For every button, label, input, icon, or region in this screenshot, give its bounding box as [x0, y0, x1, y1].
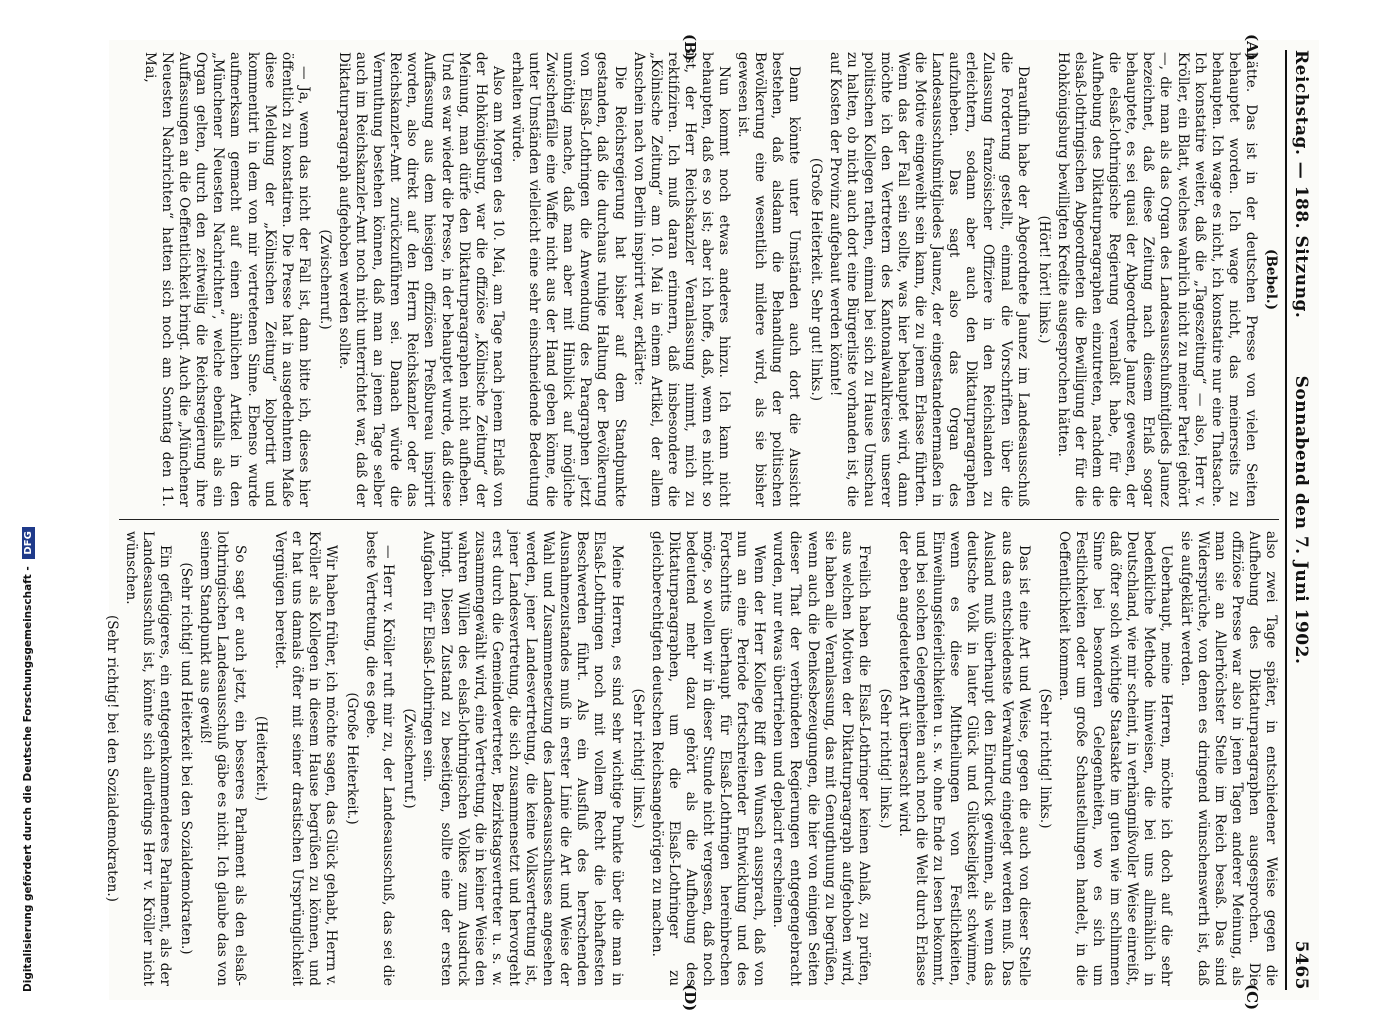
paragraph: Ein gefügigeres, ein entgegenkommenderes Parlament, als der Landesausschuß ist, könnte sich allerdings Herr v. Kröller nicht wünschen.	[123, 531, 174, 986]
interjection: (Große Heiterkeit. Sehr gut! links.)	[807, 157, 824, 402]
interjection: (Sehr richtig! links.)	[876, 688, 893, 829]
interjection: (Zwischenruf.)	[316, 229, 333, 330]
page-number: 5465	[1291, 940, 1311, 990]
document-page	[103, 34, 1319, 1011]
paragraph: So sagt er auch jetzt, ein besseres Parlament als den elsaß-lothringischen Landesausschuß gäbe es nicht. Ich glaube das von seinem Standpunkt aus gewiß!	[197, 531, 248, 986]
column-divider	[119, 519, 1279, 520]
paragraph: Wenn der Herr Kollege Riff den Wunsch aussprach, daß von nun an eine Periode fortschreitender Entwicklung und des Fortschritts überhaupt für Elsaß-Lothringen hereinbrechen möge, so wollen wir in dieser Stunde nicht vergessen, daß noch bedeutend mehr dazu gehört als die Aufhebung des Diktaturparagraphen, um die Elsaß-Lothringer zu gleichberechtigten deutschen Reichsangehörigen zu machen.	[648, 531, 768, 986]
header-date: Sonnabend den 7. Juni 1902.	[1291, 375, 1311, 665]
interjection: (Sehr richtig! links.)	[629, 688, 646, 829]
paragraph: Wir haben früher, ich möchte sagen, das Glück gehabt, Herrn v. Kröller als Kollegen in diesem Hause begrüßen zu können, und er hat uns damals öfter mit seiner drastischen Ursprünglichkeit Vergnügen bereitet.	[271, 531, 340, 986]
paragraph: Freilich haben die Elsaß-Lothringer keinen Anlaß, zu prüfen, aus welchen Motiven der Diktaturparagraph aufgehoben wird, sie haben alle Veranlassung, das mit Genugthuung zu begrüßen, wenn auch die Denkesbezeugungen, die hier von einigen Seiten dieser That der verbündeten Regierungen entgegengebracht wurden, nur etwas übertrieben und deplacirt erscheinen.	[770, 531, 872, 986]
right-column	[103, 531, 1279, 986]
paragraph: Das ist eine Art und Weise, gegen die auch von dieser Stelle aus das entschiedenste Verwahrung eingelegt werden muß. Das Ausland muß überhaupt den Eindruck gewinnen, als wenn das deutsche Volk in lauter Glück und Glückseligkeit schwimme, wenn es diese Mittheilungen von Festlichkeiten, Einweihungsfeierlichkeiten u. s. w. ohne Ende zu lesen bekommt, und bei solchen Gelegenheiten auch noch die Welt durch Erlasse der eben angedeuteten Art überrascht wird.	[896, 531, 1032, 986]
paragraph: Meine Herren, es sind sehr wichtige Punkte über die man in Elsaß-Lothringen noch mit vollem Recht die lebhaftesten Beschwerden führt. Als ein Ausfluß des herrschenden Ausnahmezustandes muß in erster Linie die Art und Weise der Wahl und Zusammensetzung des Landesausschusses angesehen werden, jener Landesvertretung, die keine Volksvertretung ist, jener Landesvertretung, die sich zusammensetzt und hervorgeht erst durch die Gemeindevertreter, Bezirkstagsvertreter u. s. w. zusammengewählt wird, eine Vertretung, die in keiner Weise den wahren Willen des elsaß-lothringischen Volkes zum Ausdruck bringt. Diesen Zustand zu beseitigen, sollte eine der ersten Aufgaben für Elsaß-Lothringen sein.	[420, 531, 625, 986]
paragraph: — Ja, wenn das nicht der Fall ist, dann bitte ich, dieses hier öffentlich zu konstatiren. Die Presse hat in ausgedehntem Maße diese Meldung der „Kölnischen Zeitung“ kolportirt und kommentirt in dem von mir vertretenen Sinne. Ebenso wurde aufmerksam gemacht auf einen ähnlichen Artikel in den „Münchener Neuesten Nachrichten“, welche ebenfalls als ein Organ gelten, durch den zeitweilig die Reichsregierung ihre Auffassungen an die Oeffentlichkeit bringt. Auch die „Münchener Neuesten Nachrichten“ hatten sich noch am Sonntag den 11. Mai,	[142, 52, 312, 507]
interjection: (Sehr richtig! bei den Sozialdemokraten.)	[103, 615, 120, 902]
interjection: (Große Heiterkeit.)	[344, 692, 361, 825]
left-column	[119, 52, 1279, 507]
paragraph: Daraufhin habe der Abgeordnete Jaunez im Landesausschuß die Forderung gestellt, einmal die Vorschriften über die Zulassung französischer Offiziere in den Reichslanden zu erleichtern, sodann aber auch den Diktaturparagraphen aufzuheben. Das sagt also das Organ des Landesausschußmitgliedes Jaunez, der eingestandenermaßen in die Motive eingeweiht sein kann, die zu jenem Erlasse führten. Wenn das der Fall sein sollte, was hier behauptet wird, dann möchte ich den Vertretern des Kantonalwahlkreises unserer politischen Kollegen rathen, einmal bei sich zu Hause Umschau zu halten, ob nicht auch dort eine Bürgerliste vorhanden ist, die auf Kosten der Provinz aufgebaut werden könnte!	[826, 52, 1031, 507]
paragraph: hätte. Das ist in der deutschen Presse von vielen Seiten behauptet worden. Ich wage nicht, das meinerseits zu behaupten. Ich wage es nicht, ich konstatire nur eine Thatsache. Ich konstatire weiter, daß die „Tageszeitung“ — also, Herr v. Kröller, ein Blatt, welches wahrlich nicht zu meiner Partei gehört —, die man als das Organ des Landesausschußmitglieds Jaunez bezeichnet, daß diese Zeitung nach diesem Erlaß sogar behauptete, es sei quasi der Abgeordnete Jaunez gewesen, der die elsaß-lothringische Regierung veranlaßt habe, für die Aufhebung des Diktaturparagraphen einzutreten, nachdem die elsaß-lothringischen Abgeordneten die Bewilligung der für die Hohkönigsburg bewilligten Kredite ausgesprochen hätten.	[1054, 52, 1259, 507]
paragraph: Also am Morgen des 10. Mai, am Tage nach jenem Erlaß von der Hohkönigsburg, war die offiziöse „Kölnische Zeitung“ der Meinung, man dürfe den Diktaturparagraphen nicht aufheben. Und es war wieder die Presse, in der behauptet wurde, daß diese Auffassung aus dem hiesigen offiziösen Preßbureau inspirirt worden, also direkt auf den Herrn Reichskanzler oder das Reichskanzler-Amt zurückzuführen sei. Danach würde die Vermuthung bestehen können, daß man an jenem Tage selber auch im Reichskanzler-Amt noch nicht unterrichtet war, daß der Diktaturparagraph aufgehoben werden sollte.	[336, 52, 506, 507]
interjection: (Sehr richtig! und Heiterkeit bei den Sozialdemokraten.)	[178, 562, 195, 955]
interjection: (Zwischenruf.)	[401, 708, 418, 809]
interjection: (Sehr richtig! links.)	[1036, 688, 1053, 829]
interjection: (Hört! hört! links.)	[1035, 215, 1052, 344]
page-header	[1285, 50, 1311, 990]
paragraph: Dann könnte unter Umständen auch dort die Aussicht bestehen, daß alsdann die Behandlung der politischen Bevölkerung eine wesentlich mildere wird, als sie bisher gewesen ist.	[735, 52, 803, 507]
margin-mark-d: (D)	[681, 984, 699, 1011]
header-session: Reichstag. — 188. Sitzung.	[1291, 50, 1311, 319]
dfg-logo: DFG	[22, 527, 35, 558]
paragraph: Ueberhaupt, meine Herren, möchte ich doch auf die sehr bedenkliche Methode hinweisen, die bei uns allmählich in Deutschland, wie mir scheint, in verhängnißvoller Weise einreißt, daß öfter solch wichtige Staatsakte im guten wie im schlimmen Sinne bei besonderen Gelegenheiten, wo es sich um Festlichkeiten oder um große Schaustellungen handelt, in die Oeffentlichkeit kommen.	[1055, 531, 1175, 986]
interjection: (Heiterkeit.)	[252, 715, 269, 802]
credit-text: Digitalisierung gefördert durch die Deutsche Forschungsgemeinschaft -	[22, 566, 34, 992]
margin-mark-b: (B)	[681, 34, 699, 61]
paragraph: — Herr v. Kröller ruft mir zu, der Landesausschuß, das sei die beste Vertretung, die es gebe.	[363, 531, 397, 986]
margin-mark-a: (A)	[1243, 34, 1261, 60]
paragraph: Nun kommt noch etwas anderes hinzu. Ich kann nicht behaupten, daß es so ist; aber ich hoffe, daß, wenn es nicht so ist, der Herr Reichskanzler Veranlassung nimmt, mich zu rektifiziren. Ich muß daran erinnern, daß insbesondere die „Kölnische Zeitung“ am 10. Mai in einem Artikel, der allem Anschein nach von Berlin inspirirt war, erklärte:	[630, 52, 733, 507]
quoted-paragraph: Die Reichsregierung hat bisher auf dem Standpunkte gestanden, daß die durchaus ruhige Haltung der Bevölkerung von Elsaß-Lothringen die Anwendung des Paragraphen jetzt unnöthig mache, daß man aber mit Hinblick auf mögliche Zwischenfälle eine Waffe nicht aus der Hand geben könne, die unter Umständen vielleicht eine sehr einschneidende Bedeutung erhalten würde.	[508, 52, 628, 507]
speaker-name: (Bebel.)	[1263, 248, 1279, 311]
digitization-credit	[22, 527, 35, 992]
paragraph: also zwei Tage später, in entschiedener Weise gegen die Aufhebung des Diktaturparagraphen ausgesprochen. Die offiziöse Presse war also in jenen Tagen anderer Meinung, als man sie an Allerhöchster Stelle im Reich besaß. Das sind Widersprüche, von denen es dringend wünschenswerth ist, daß sie aufgeklärt werden.	[1177, 531, 1279, 986]
header-rule	[1285, 50, 1287, 990]
margin-mark-c: (C)	[1243, 984, 1261, 1011]
